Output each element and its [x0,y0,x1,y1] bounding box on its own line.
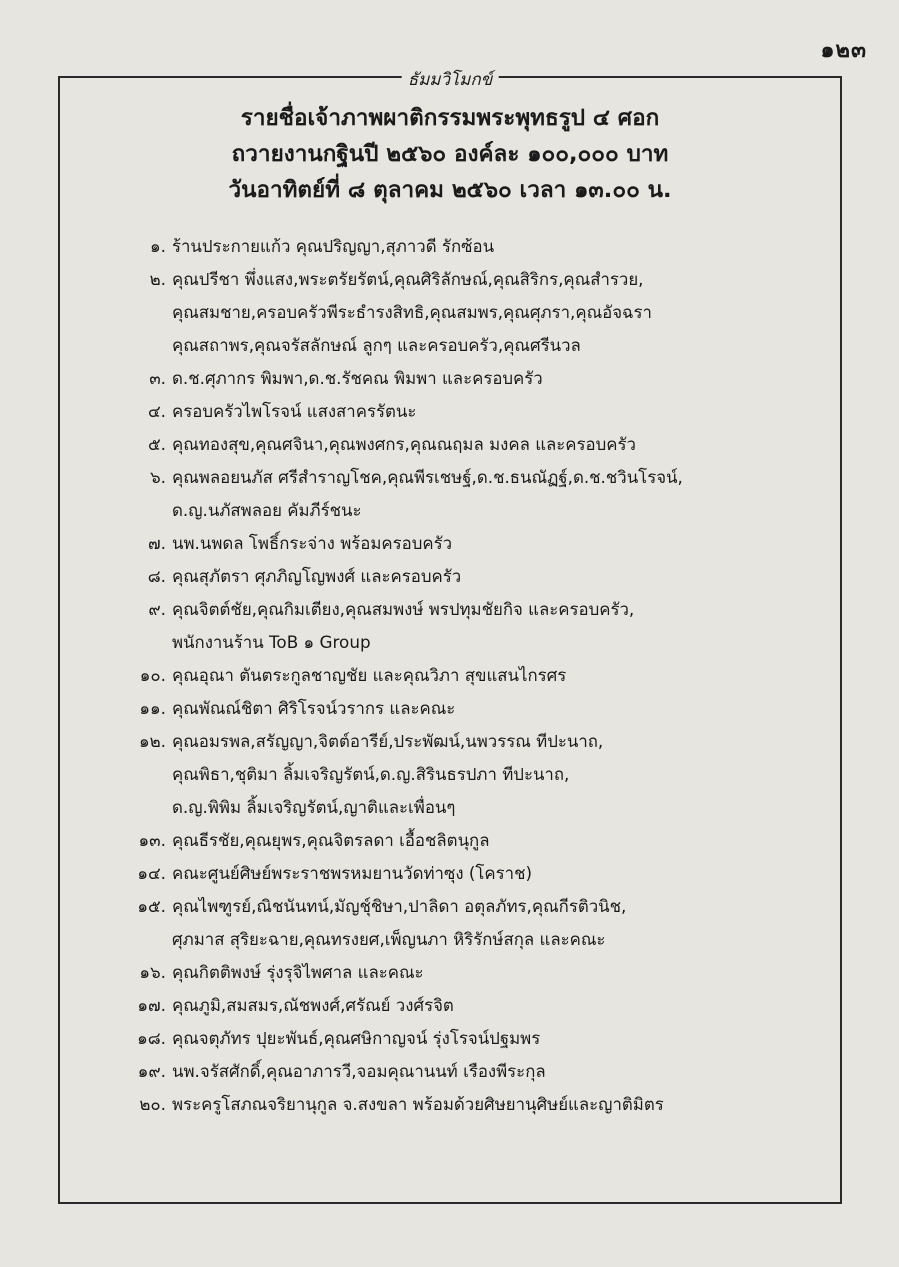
item-text [172,593,840,659]
title-line: รายชื่อเจ้าภาพผาติกรรมพระพุทธรูป ๔ ศอก [240,105,660,131]
list-item [60,824,840,857]
list-item [60,593,840,659]
item-number: ๑๘. [137,1028,166,1048]
list-item [60,956,840,989]
item-number: ๑๒. [138,731,166,751]
item-number: ๑๑. [139,698,166,718]
page-number: ๑๒๓ [820,38,867,63]
item-line: ร้านประกายแก้ว คุณปริญญา,สุภาวดี รักซ้อน [172,236,495,256]
list-item [60,1022,840,1055]
item-text [172,824,840,857]
list-item [60,890,840,956]
item-number: ๘. [147,566,166,586]
item-number: ๑๙. [137,1061,166,1081]
list-item [60,362,840,395]
content-frame [58,70,842,1204]
list-item [60,560,840,593]
item-line: คุณอมรพล,สรัญญา,จิตต์อารีย์,ประพัฒน์,นพวรรณ ทีปะนาถ, [172,731,604,751]
item-number: ๒๐. [139,1094,166,1114]
list-item [60,857,840,890]
item-text [172,1055,840,1088]
item-line: คุณพัณณ์ชิตา ศิริโรจน์วรากร และคณะ [172,698,456,718]
item-number: ๑๖. [139,962,166,982]
donor-list [60,230,840,1121]
item-line: คุณทองสุข,คุณศจินา,คุณพงศกร,คุณณฤมล มงคล และครอบครัว [172,434,636,454]
item-text [172,461,840,527]
list-item [60,263,840,362]
item-line: พระครูโสภณจริยานุกูล จ.สงขลา พร้อมด้วยศิษยานุศิษย์และญาติมิตร [172,1094,664,1114]
title-block [60,100,840,208]
item-line: ด.ญ.พิพิม ลิ้มเจริญรัตน์,ญาติและเพื่อนๆ [172,797,456,817]
item-line: นพ.นพดล โพธิ์กระจ่าง พร้อมครอบครัว [172,533,453,553]
item-line: คณะศูนย์ศิษย์พระราชพรหมยานวัดท่าซุง (โคราช) [172,863,533,883]
item-text [172,395,840,428]
item-text [172,560,840,593]
item-number: ๖. [150,467,166,487]
item-number: ๑. [150,236,166,256]
item-number: ๑๗. [137,995,166,1015]
item-line: คุณสมชาย,ครอบครัวพีระธำรงสิทธิ,คุณสมพร,คุณศุภรา,คุณอัจฉรา [172,302,652,322]
item-text [172,428,840,461]
item-text [172,527,840,560]
item-number: ๑๐. [139,665,166,685]
list-item [60,1055,840,1088]
list-item [60,725,840,824]
item-number: ๒. [149,269,166,289]
item-line: นพ.จรัสศักดิ์,คุณอาภารวี,จอมคุณานนท์ เรืองพีระกุล [172,1061,546,1081]
item-text [172,857,840,890]
item-line: คุณปรีชา พึ่งแสง,พระตรัยรัตน์,คุณศิริลักษณ์,คุณสิริกร,คุณสำรวย, [172,269,644,289]
item-line: คุณอุณา ตันตระกูลชาญชัย และคุณวิภา สุขแสนไกรศร [172,665,567,685]
header-label: ธัมมวิโมกข์ [402,66,499,93]
item-line: ครอบครัวไพโรจน์ แสงสาครรัตนะ [172,401,417,421]
item-line: คุณกิตติพงษ์ รุ่งรุจิไพศาล และคณะ [172,962,424,982]
item-line: คุณภูมิ,สมสมร,ณัชพงศ์,ศรัณย์ วงศ์รจิต [172,995,454,1015]
title-line: ถวายงานกฐินปี ๒๕๖๐ องค์ละ ๑๐๐,๐๐๐ บาท [231,141,669,167]
item-number: ๕. [147,434,166,454]
item-text [172,263,840,362]
item-text [172,725,840,824]
list-item [60,692,840,725]
item-text [172,692,840,725]
title-line: วันอาทิตย์ที่ ๘ ตุลาคม ๒๕๖๐ เวลา ๑๓.๐๐ น. [228,177,672,203]
list-item [60,659,840,692]
list-item [60,1088,840,1121]
item-text [172,659,840,692]
item-number: ๙. [148,599,166,619]
list-item [60,989,840,1022]
item-line: คุณสุภัตรา ศุภภิญโญพงศ์ และครอบครัว [172,566,462,586]
item-number: ๔. [147,401,166,421]
item-number: ๑๕. [137,896,166,916]
list-item [60,230,840,263]
item-line: พนักงานร้าน ToB ๑ Group [172,632,371,652]
item-text [172,989,840,1022]
item-line: คุณจตุภัทร ปุยะพันธ์,คุณศษิกาญจน์ รุ่งโรจน์ปฐมพร [172,1028,541,1048]
item-line: ศุภมาส สุริยะฉาย,คุณทรงยศ,เพ็ญนภา หิริรักษ์สกุล และคณะ [172,929,606,949]
item-line: คุณสถาพร,คุณจรัสลักษณ์ ลูกๆ และครอบครัว,คุณศรีนวล [172,335,581,355]
item-line: คุณไพฑูรย์,ณิชนันทน์,มัญชุ์ชิษา,ปาลิดา อตุลภัทร,คุณกีรติวนิช, [172,896,627,916]
item-line: ด.ช.ศุภากร พิมพา,ด.ช.รัชคณ พิมพา และครอบครัว [172,368,543,388]
list-item [60,461,840,527]
list-item [60,395,840,428]
item-text [172,1022,840,1055]
item-text [172,890,840,956]
item-line: คุณจิตต์ชัย,คุณกิมเตียง,คุณสมพงษ์ พรปทุมชัยกิจ และครอบครัว, [172,599,635,619]
item-text [172,956,840,989]
item-text [172,1088,840,1121]
item-number: ๗. [148,533,166,553]
item-text [172,362,840,395]
item-line: คุณพิธา,ชุติมา ลิ้มเจริญรัตน์,ด.ญ.สิรินธรปภา ทีปะนาถ, [172,764,570,784]
list-item [60,527,840,560]
item-text [172,230,840,263]
item-line: คุณธีรชัย,คุณยุพร,คุณจิตรลดา เอื้อชลิตนุกูล [172,830,490,850]
item-number: ๓. [149,368,166,388]
item-line: ด.ญ.นภัสพลอย คัมภีร์ชนะ [172,500,362,520]
item-line: คุณพลอยนภัส ศรีสำราญโชค,คุณพีรเชษฐ์,ด.ช.ธนณัฏฐ์,ด.ช.ชวินโรจน์, [172,467,683,487]
item-number: ๑๓. [138,830,166,850]
item-number: ๑๔. [137,863,166,883]
list-item [60,428,840,461]
